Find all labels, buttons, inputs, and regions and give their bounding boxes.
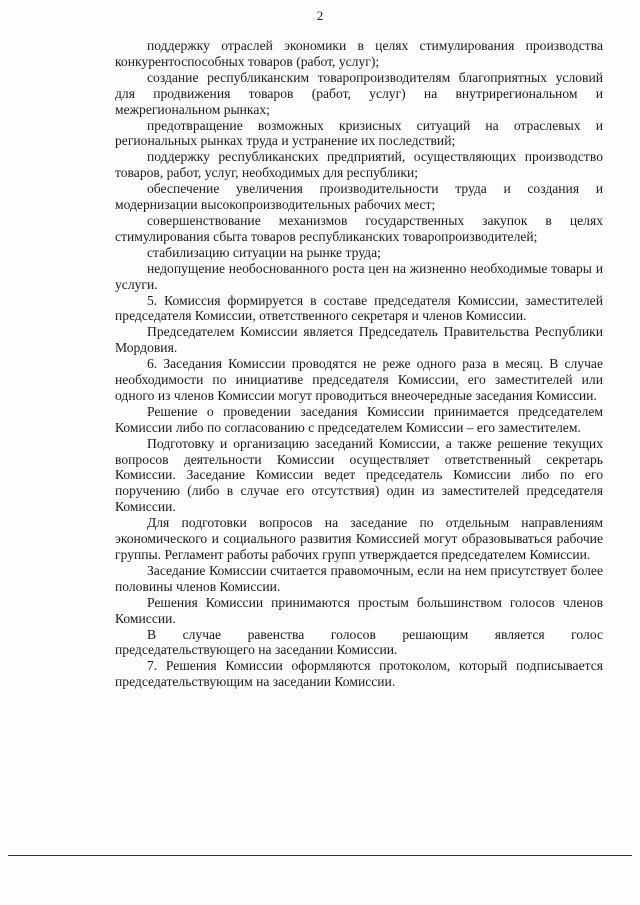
paragraph: совершенствование механизмов государственных закупок в целях стимулирования сбыта товаров республиканских товаропроизводителей; (115, 212, 603, 244)
paragraph: стабилизацию ситуации на рынке труда; (147, 244, 381, 260)
paragraph: поддержку отраслей экономики в целях стимулирования производства конкурентоспособных товаров (работ, услуг); (115, 38, 603, 69)
paragraph: создание республиканским товаропроизводителям благоприятных условий для продвижения товаров (работ, услуг) на внутрирегиональном и межрегиональном рынках; (115, 69, 603, 117)
paragraph: Для подготовки вопросов на заседание по отдельным направлениям экономического и социального развития Комиссией могут образовываться рабочие группы. Регламент работы рабочих групп утверждается председателем Комиссии. (115, 515, 603, 562)
paragraph: 6. Заседания Комиссии проводятся не реже одного раза в месяц. В случае необходимости по инициативе председателя Комиссии, его заместителей или одного из членов Комиссии могут проводиться внеочередные заседания Комиссии. (115, 356, 603, 403)
paragraph: Заседание Комиссии считается правомочным, если на нем присутствует более половины членов Комиссии. (115, 562, 603, 594)
paragraph: поддержку республиканских предприятий, осуществляющих производство товаров, работ, услуг, необходимых для республики; (115, 149, 603, 181)
paragraph: обеспечение увеличения производительности труда и создания и модернизации высокопроизводительных рабочих мест; (115, 181, 603, 213)
paragraph: предотвращение возможных кризисных ситуаций на отраслевых и региональных рынках труда и устранение их последствий; (115, 117, 603, 149)
bottom-divider (8, 855, 632, 856)
page-number: 2 (316, 8, 324, 23)
paragraph: Председателем Комиссии является Председатель Правительства Республики Мордовия. (115, 324, 603, 356)
document-body (115, 38, 603, 690)
paragraph: Подготовку и организацию заседаний Комиссии, а также решение текущих вопросов деятельности Комиссии осуществляет ответственный секретарь Комиссии. Заседание Комиссии ведет председатель Комиссии либо по его поручению (либо в случае его отсутствия) один из заместителей председателя Комиссии. (115, 435, 603, 515)
paragraph: В случае равенства голосов решающим является голос председательствующего на заседании Комиссии. (115, 626, 603, 658)
paragraph: недопущение необоснованного роста цен на жизненно необходимые товары и услуги. (115, 260, 603, 292)
paragraph: Решение о проведении заседания Комиссии принимается председателем Комиссии либо по согласованию с председателем Комиссии – его заместителем. (115, 403, 603, 435)
paragraph: 5. Комиссия формируется в составе председателя Комиссии, заместителей председателя Комиссии, ответственного секретаря и членов Комиссии. (115, 292, 603, 324)
paragraph: Решения Комиссии принимаются простым большинством голосов членов Комиссии. (115, 594, 603, 626)
paragraph: 7. Решения Комиссии оформляются протоколом, который подписывается председательствующим на заседании Комиссии. (115, 658, 603, 690)
